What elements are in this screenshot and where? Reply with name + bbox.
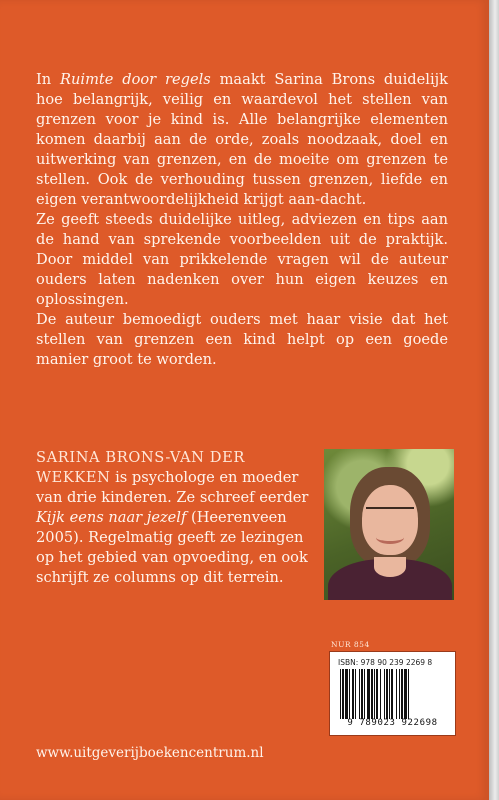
blurb-paragraph-2: Ze geeft steeds duidelijke uitleg, adviezen en tips aan de hand van sprekende voorbeelden uit de praktijk. Door middel van prikkelende vragen wil de auteur ouders laten nadenken over hun eigen keuzes en oplossingen.: [36, 211, 448, 308]
barcode-bar: [399, 669, 400, 719]
blurb-paragraph-3: De auteur bemoedigt ouders met haar visie dat het stellen van grenzen een kind helpt op een goede manier groot te worden.: [36, 311, 448, 368]
barcode-bar: [352, 669, 354, 719]
book-title: Ruimte door regels: [60, 71, 211, 88]
author-name: SARINA BRONS-VAN DER WEKKEN: [36, 449, 245, 486]
barcode-bar: [355, 669, 356, 719]
barcode-bar: [380, 669, 381, 719]
barcode-bar: [408, 669, 409, 719]
previous-book-title: Kijk eens naar jezelf: [36, 509, 187, 526]
barcode-bar: [371, 669, 373, 719]
barcode-bar: [361, 669, 363, 719]
blurb-paragraph-1: In Ruimte door regels maakt Sarina Brons duidelijk hoe belangrijk, veilig en waardevol het stellen van grenzen voor je kind is. Alle belangrijke elementen komen daarbij aan de orde, zoals noodzaak, doel en uitwerking van grenzen, en de moeite om grenzen te stellen. Ook de verhouding tussen grenzen, liefde en eigen verantwoordelijkheid krijgt aan-dacht.: [36, 71, 448, 208]
barcode-bar: [364, 669, 365, 719]
barcode-bar: [404, 669, 407, 719]
barcode-bars: [340, 669, 445, 719]
barcode-bar: [349, 669, 350, 719]
barcode-bar: [396, 669, 397, 719]
barcode-bar: [359, 669, 360, 719]
isbn-label: ISBN: 978 90 239 2269 8: [338, 658, 433, 667]
page-edge: [489, 0, 499, 800]
barcode-bar: [342, 669, 344, 719]
barcode-bar: [391, 669, 393, 719]
barcode-bar: [386, 669, 388, 719]
barcode-bar: [345, 669, 348, 719]
barcode-bar: [401, 669, 403, 719]
cover-blurb: [36, 70, 448, 370]
barcode-bar: [374, 669, 375, 719]
barcode-bar: [384, 669, 385, 719]
barcode-bar: [389, 669, 390, 719]
barcode-bar: [367, 669, 370, 719]
barcode-number: 9 789023 922698: [347, 718, 438, 728]
barcode-bar: [340, 669, 341, 719]
barcode-bar: [376, 669, 378, 719]
nur-code: NUR 854: [331, 640, 370, 649]
barcode: [329, 651, 456, 736]
publisher-url: www.uitgeverijboekencentrum.nl: [36, 745, 264, 761]
author-bio: SARINA BRONS-VAN DER WEKKEN is psychologe en moeder van drie kinderen. Ze schreef eerder Kijk eens naar jezelf (Heerenveen 2005). Regelmatig geeft ze lezingen op het gebied van opvoeding, en ook schrijft ze columns op dit terrein.: [36, 449, 309, 586]
author-photo: [324, 449, 454, 600]
